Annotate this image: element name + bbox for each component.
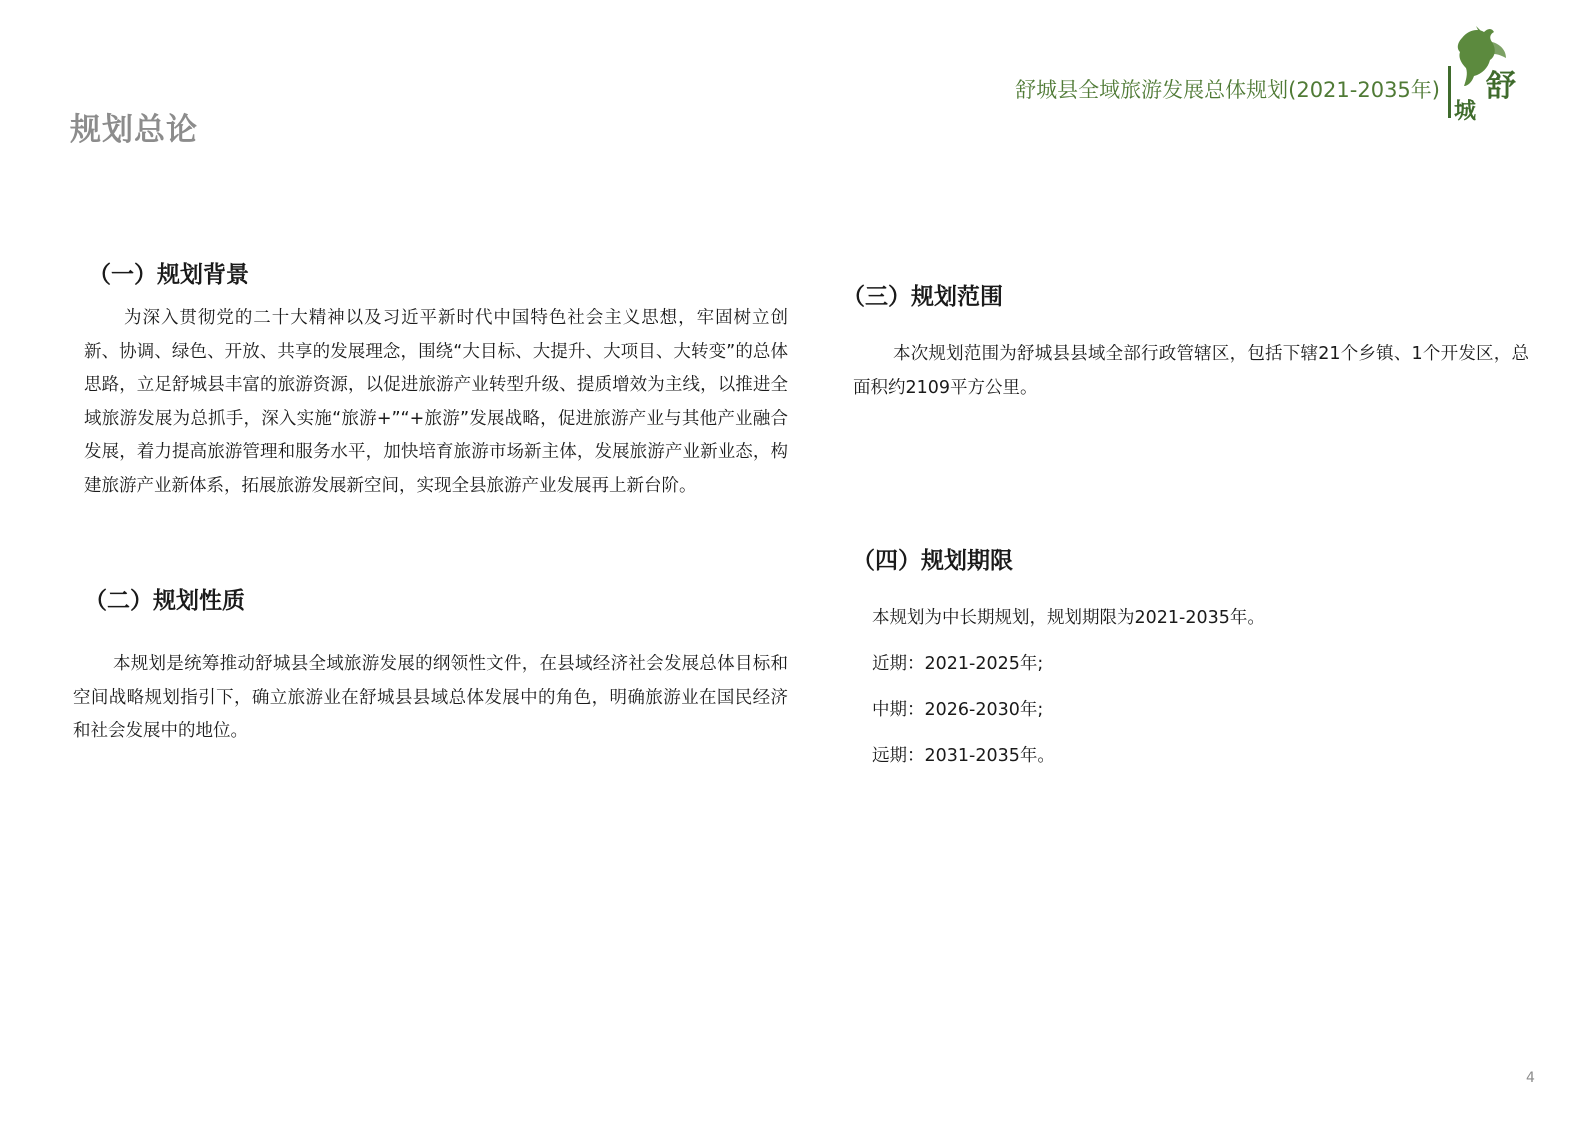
section-body-background: 为深入贯彻党的二十大精神以及习近平新时代中国特色社会主义思想，牢固树立创新、协调、绿色、开放、共享的发展理念，围绕“大目标、大提升、大项目、大转变”的总体思路，立足舒城县丰富的旅游资源，以促进旅游产业转型升级、提质增效为主线，以推进全域旅游发展为总抓手，深入实施“旅游+”“+旅游”发展战略，促进旅游产业与其他产业融合发展，着力提高旅游管理和服务水平，加快培育旅游市场新主体，发展旅游产业新业态，构建旅游产业新体系，拓展旅游发展新空间，实现全县旅游产业发展再上新台阶。 bbox=[84, 308, 788, 496]
period-line-near-term: 近期：2021-2025年; bbox=[872, 654, 1044, 674]
logo-text-cheng: 城 bbox=[1454, 98, 1477, 124]
page-number: 4 bbox=[1526, 1070, 1535, 1086]
period-line-overview: 本规划为中长期规划，规划期限为2021-2035年。 bbox=[872, 608, 1265, 628]
period-line-mid-term: 中期：2026-2030年; bbox=[872, 700, 1044, 720]
header-divider bbox=[1448, 66, 1451, 118]
document-header-title: 舒城县全域旅游发展总体规划(2021-2035年) bbox=[1015, 78, 1440, 102]
shucheng-horse-logo bbox=[1452, 24, 1524, 124]
period-line-long-term: 远期：2031-2035年。 bbox=[872, 746, 1055, 766]
section-body-scope: 本次规划范围为舒城县县域全部行政管辖区，包括下辖21个乡镇、1个开发区，总面积约2109平方公里。 bbox=[853, 344, 1529, 398]
section-heading-nature: （二）规划性质 bbox=[84, 588, 245, 614]
page-title: 规划总论 bbox=[70, 112, 198, 148]
section-heading-scope: （三）规划范围 bbox=[842, 284, 1003, 310]
logo-text-shu: 舒 bbox=[1486, 69, 1516, 104]
section-heading-period: （四）规划期限 bbox=[852, 548, 1013, 574]
section-body-nature: 本规划是统筹推动舒城县全域旅游发展的纲领性文件，在县域经济社会发展总体目标和空间战略规划指引下，确立旅游业在舒城县县域总体发展中的角色，明确旅游业在国民经济和社会发展中的地位。 bbox=[73, 654, 788, 741]
section-heading-background: （一）规划背景 bbox=[88, 262, 249, 288]
